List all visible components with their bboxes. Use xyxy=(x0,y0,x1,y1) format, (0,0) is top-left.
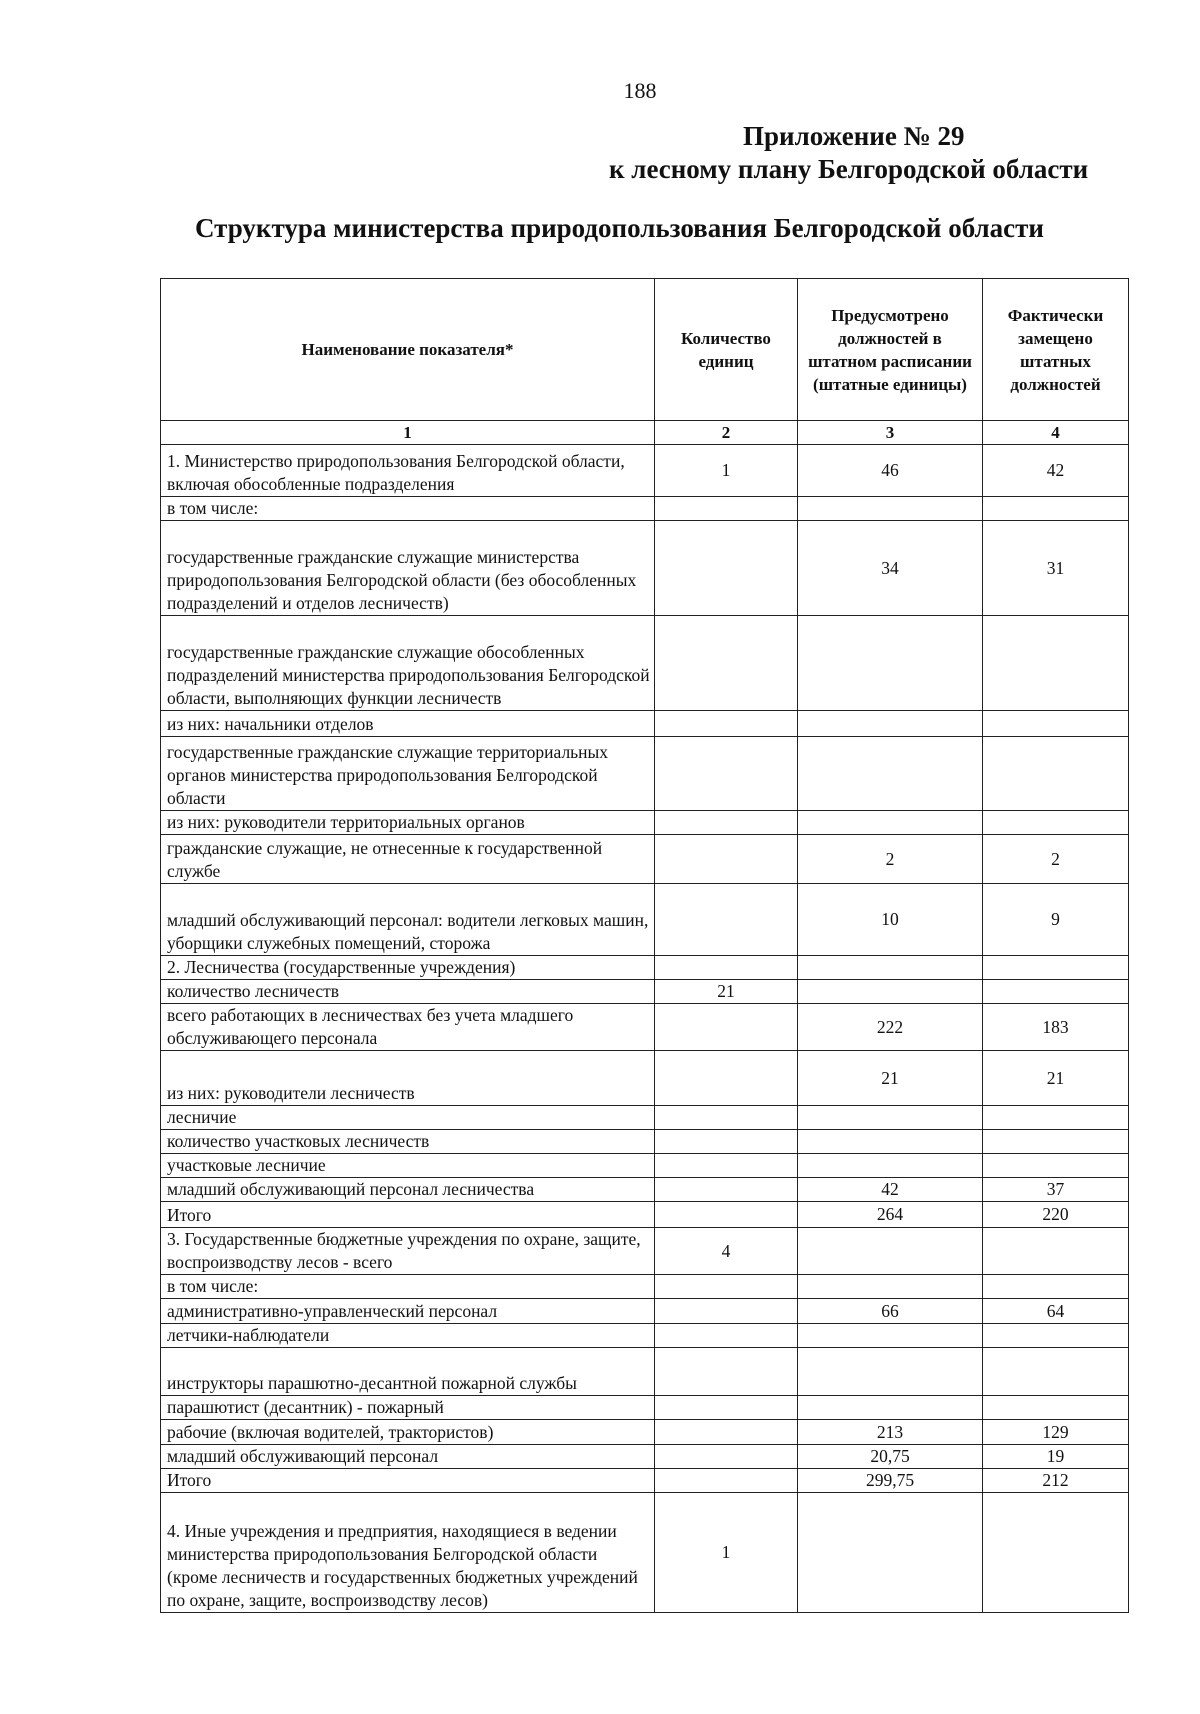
row-name: в том числе: xyxy=(161,1275,655,1299)
table-row xyxy=(161,1420,1129,1445)
table-row xyxy=(161,1228,1129,1275)
row-planned xyxy=(798,616,983,711)
row-name: 2. Лесничества (государственные учреждения) xyxy=(161,956,655,980)
table-row xyxy=(161,1130,1129,1154)
row-units xyxy=(655,811,798,835)
row-name: младший обслуживающий персонал: водители легковых машин, уборщики служебных помещений, сторожа xyxy=(161,884,655,956)
row-name: Итого xyxy=(161,1469,655,1493)
row-name: административно-управленческий персонал xyxy=(161,1299,655,1324)
row-units xyxy=(655,1396,798,1420)
table-row xyxy=(161,1178,1129,1202)
row-planned xyxy=(798,1275,983,1299)
table-row xyxy=(161,980,1129,1004)
table-row xyxy=(161,497,1129,521)
row-units: 4 xyxy=(655,1228,798,1275)
row-units xyxy=(655,521,798,616)
row-actual xyxy=(983,737,1129,811)
row-name: летчики-наблюдатели xyxy=(161,1324,655,1348)
row-units xyxy=(655,956,798,980)
row-name: младший обслуживающий персонал xyxy=(161,1445,655,1469)
row-units xyxy=(655,1299,798,1324)
row-planned xyxy=(798,1348,983,1396)
row-units xyxy=(655,1420,798,1445)
row-actual: 129 xyxy=(983,1420,1129,1445)
row-planned: 10 xyxy=(798,884,983,956)
row-units xyxy=(655,1202,798,1228)
row-name: государственные гражданские служащие обособленных подразделений министерства природопользования Белгородской области, выполняющих функции лесничеств xyxy=(161,616,655,711)
row-actual xyxy=(983,616,1129,711)
row-name: гражданские служащие, не отнесенные к государственной службе xyxy=(161,835,655,884)
row-planned xyxy=(798,1324,983,1348)
row-units xyxy=(655,884,798,956)
header-planned-positions: Предусмотрено должностей в штатном расписании (штатные единицы) xyxy=(798,279,983,421)
table-row xyxy=(161,1324,1129,1348)
row-planned: 2 xyxy=(798,835,983,884)
row-units: 21 xyxy=(655,980,798,1004)
table-row xyxy=(161,1275,1129,1299)
row-planned: 46 xyxy=(798,445,983,497)
row-units: 1 xyxy=(655,1493,798,1613)
row-planned xyxy=(798,1493,983,1613)
row-planned: 20,75 xyxy=(798,1445,983,1469)
row-actual: 212 xyxy=(983,1469,1129,1493)
row-actual: 9 xyxy=(983,884,1129,956)
row-units xyxy=(655,1348,798,1396)
column-number: 1 xyxy=(161,421,655,445)
row-name: 1. Министерство природопользования Белгородской области, включая обособленные подразделения xyxy=(161,445,655,497)
row-actual xyxy=(983,1348,1129,1396)
table-row xyxy=(161,1154,1129,1178)
staff-structure-table xyxy=(160,278,1129,1613)
row-name: всего работающих в лесничествах без учета младшего обслуживающего персонала xyxy=(161,1004,655,1051)
row-units xyxy=(655,737,798,811)
row-actual: 42 xyxy=(983,445,1129,497)
row-actual: 64 xyxy=(983,1299,1129,1324)
row-actual: 31 xyxy=(983,521,1129,616)
row-planned: 213 xyxy=(798,1420,983,1445)
row-planned: 299,75 xyxy=(798,1469,983,1493)
row-name: количество лесничеств xyxy=(161,980,655,1004)
row-units xyxy=(655,1178,798,1202)
row-units: 1 xyxy=(655,445,798,497)
row-planned xyxy=(798,811,983,835)
row-name: из них: руководители лесничеств xyxy=(161,1051,655,1106)
row-units xyxy=(655,835,798,884)
table-row xyxy=(161,1445,1129,1469)
row-units xyxy=(655,1445,798,1469)
row-name: 3. Государственные бюджетные учреждения по охране, защите, воспроизводству лесов - всего xyxy=(161,1228,655,1275)
column-number: 3 xyxy=(798,421,983,445)
row-planned: 21 xyxy=(798,1051,983,1106)
row-planned xyxy=(798,1228,983,1275)
table-row xyxy=(161,1493,1129,1613)
column-number: 2 xyxy=(655,421,798,445)
row-units xyxy=(655,1324,798,1348)
row-units xyxy=(655,711,798,737)
row-planned xyxy=(798,1396,983,1420)
row-name: 4. Иные учреждения и предприятия, находящиеся в ведении министерства природопользования Белгородской области (кроме лесничеств и государственных бюджетных учреждений по охране, защите, воспроизводству лесов) xyxy=(161,1493,655,1613)
row-name: в том числе: xyxy=(161,497,655,521)
row-actual xyxy=(983,811,1129,835)
table-row xyxy=(161,521,1129,616)
row-planned: 66 xyxy=(798,1299,983,1324)
row-planned xyxy=(798,737,983,811)
row-name: из них: руководители территориальных органов xyxy=(161,811,655,835)
row-planned xyxy=(798,1130,983,1154)
row-planned: 222 xyxy=(798,1004,983,1051)
column-number-row xyxy=(161,421,1129,445)
row-units xyxy=(655,1130,798,1154)
row-actual xyxy=(983,1324,1129,1348)
row-name: количество участковых лесничеств xyxy=(161,1130,655,1154)
column-number: 4 xyxy=(983,421,1129,445)
header-units-count: Количество единиц xyxy=(655,279,798,421)
header-actual-positions: Фактически замещено штатных должностей xyxy=(983,279,1129,421)
row-units xyxy=(655,497,798,521)
appendix-reference: к лесному плану Белгородской области xyxy=(609,154,1089,184)
table-row xyxy=(161,884,1129,956)
row-actual xyxy=(983,1154,1129,1178)
appendix-number: Приложение № 29 xyxy=(743,121,965,151)
row-name: рабочие (включая водителей, трактористов) xyxy=(161,1420,655,1445)
row-actual: 37 xyxy=(983,1178,1129,1202)
row-actual: 183 xyxy=(983,1004,1129,1051)
row-units xyxy=(655,1106,798,1130)
row-planned xyxy=(798,497,983,521)
row-actual xyxy=(983,1130,1129,1154)
table-row xyxy=(161,811,1129,835)
row-actual xyxy=(983,1493,1129,1613)
row-actual xyxy=(983,980,1129,1004)
row-name: парашютист (десантник) - пожарный xyxy=(161,1396,655,1420)
row-name: Итого xyxy=(161,1202,655,1228)
row-name: из них: начальники отделов xyxy=(161,711,655,737)
table-row xyxy=(161,1106,1129,1130)
row-actual: 21 xyxy=(983,1051,1129,1106)
header-row xyxy=(161,279,1129,421)
row-actual xyxy=(983,1275,1129,1299)
row-name: младший обслуживающий персонал лесничества xyxy=(161,1178,655,1202)
table-row xyxy=(161,956,1129,980)
row-actual xyxy=(983,497,1129,521)
row-units xyxy=(655,1154,798,1178)
row-units xyxy=(655,1004,798,1051)
row-actual xyxy=(983,1396,1129,1420)
row-name: государственные гражданские служащие территориальных органов министерства природопользования Белгородской области xyxy=(161,737,655,811)
row-units xyxy=(655,1051,798,1106)
row-planned xyxy=(798,980,983,1004)
table-row xyxy=(161,445,1129,497)
row-units xyxy=(655,616,798,711)
row-actual: 220 xyxy=(983,1202,1129,1228)
row-actual: 19 xyxy=(983,1445,1129,1469)
table-row xyxy=(161,1348,1129,1396)
page-number: 188 xyxy=(623,78,657,103)
header-indicator-name: Наименование показателя* xyxy=(161,279,655,421)
row-planned: 264 xyxy=(798,1202,983,1228)
row-planned: 34 xyxy=(798,521,983,616)
row-name: участковые лесничие xyxy=(161,1154,655,1178)
row-units xyxy=(655,1469,798,1493)
table-row xyxy=(161,616,1129,711)
table-row xyxy=(161,737,1129,811)
table-row xyxy=(161,1396,1129,1420)
row-planned: 42 xyxy=(798,1178,983,1202)
row-actual: 2 xyxy=(983,835,1129,884)
row-planned xyxy=(798,956,983,980)
row-actual xyxy=(983,711,1129,737)
table-row xyxy=(161,1202,1129,1228)
row-actual xyxy=(983,1228,1129,1275)
row-name: инструкторы парашютно-десантной пожарной службы xyxy=(161,1348,655,1396)
table-row xyxy=(161,711,1129,737)
table-row xyxy=(161,1299,1129,1324)
row-units xyxy=(655,1275,798,1299)
table-row xyxy=(161,1051,1129,1106)
row-name: государственные гражданские служащие министерства природопользования Белгородской области (без обособленных подразделений и отделов лесничеств) xyxy=(161,521,655,616)
table-row xyxy=(161,835,1129,884)
row-planned xyxy=(798,1106,983,1130)
row-actual xyxy=(983,1106,1129,1130)
row-name: лесничие xyxy=(161,1106,655,1130)
document-title: Структура министерства природопользования Белгородской области xyxy=(195,213,1044,243)
row-planned xyxy=(798,711,983,737)
row-actual xyxy=(983,956,1129,980)
row-planned xyxy=(798,1154,983,1178)
table-row xyxy=(161,1469,1129,1493)
table-row xyxy=(161,1004,1129,1051)
